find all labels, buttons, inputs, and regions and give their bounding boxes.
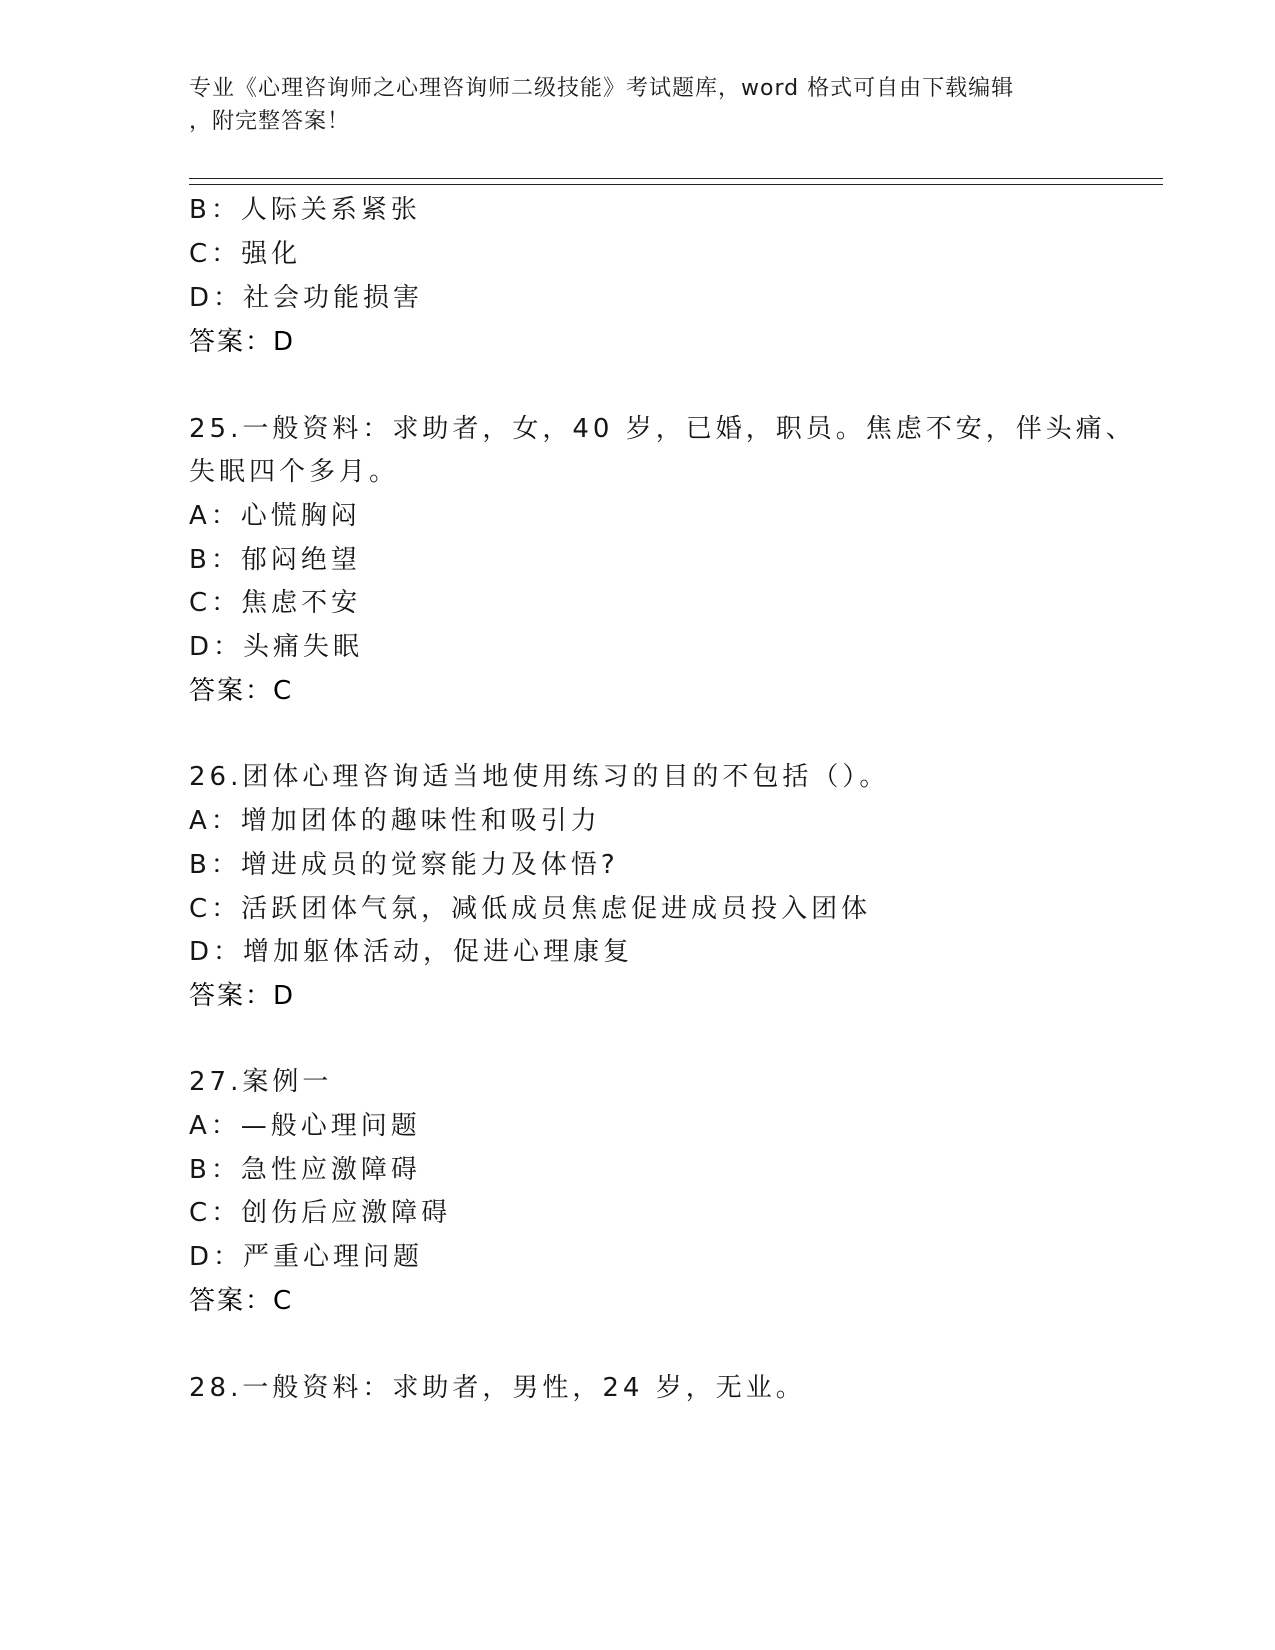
option-d: D：头痛失眠	[189, 632, 364, 662]
header-rule-bottom	[189, 184, 1163, 185]
option-d: D：增加躯体活动，促进心理康复	[189, 937, 634, 967]
option-a: A：—般心理问题	[189, 1111, 421, 1141]
option-d: D：社会功能损害	[189, 283, 424, 313]
option-c: C：强化	[189, 239, 302, 269]
answer-line: 答案：C	[189, 676, 294, 706]
question-26: 26.团体心理咨询适当地使用练习的目的不包括（）。	[189, 762, 890, 792]
option-c: C：活跃团体气氛，减低成员焦虑促进成员投入团体	[189, 894, 872, 924]
option-b: B：郁闷绝望	[189, 545, 361, 575]
answer-line: 答案：D	[189, 327, 296, 357]
option-a: A：增加团体的趣味性和吸引力	[189, 806, 601, 836]
answer-line: 答案：C	[189, 1286, 294, 1316]
document-header	[189, 72, 1089, 138]
option-c: C：焦虑不安	[189, 588, 362, 618]
question-28: 28.一般资料：求助者，男性，24 岁，无业。	[189, 1373, 806, 1403]
option-b: B：增进成员的觉察能力及体悟?	[189, 850, 619, 880]
header-line-1: 专业《心理咨询师之心理咨询师二级技能》考试题库，word 格式可自由下载编辑	[189, 76, 1015, 101]
answer-line: 答案：D	[189, 981, 296, 1011]
question-27: 27.案例一	[189, 1067, 333, 1097]
question-25: 25.一般资料：求助者，女，40 岁，已婚，职员。焦虑不安，伴头痛、	[189, 414, 1136, 444]
header-rule-top	[189, 178, 1163, 179]
option-a: A：心慌胸闷	[189, 501, 361, 531]
question-25-continued: 失眠四个多月。	[189, 457, 400, 487]
option-b: B：急性应激障碍	[189, 1155, 421, 1185]
option-d: D：严重心理问题	[189, 1242, 424, 1272]
option-b: B：人际关系紧张	[189, 195, 421, 225]
header-line-2: ，附完整答案！	[189, 109, 351, 134]
option-c: C：创伤后应激障碍	[189, 1198, 452, 1228]
